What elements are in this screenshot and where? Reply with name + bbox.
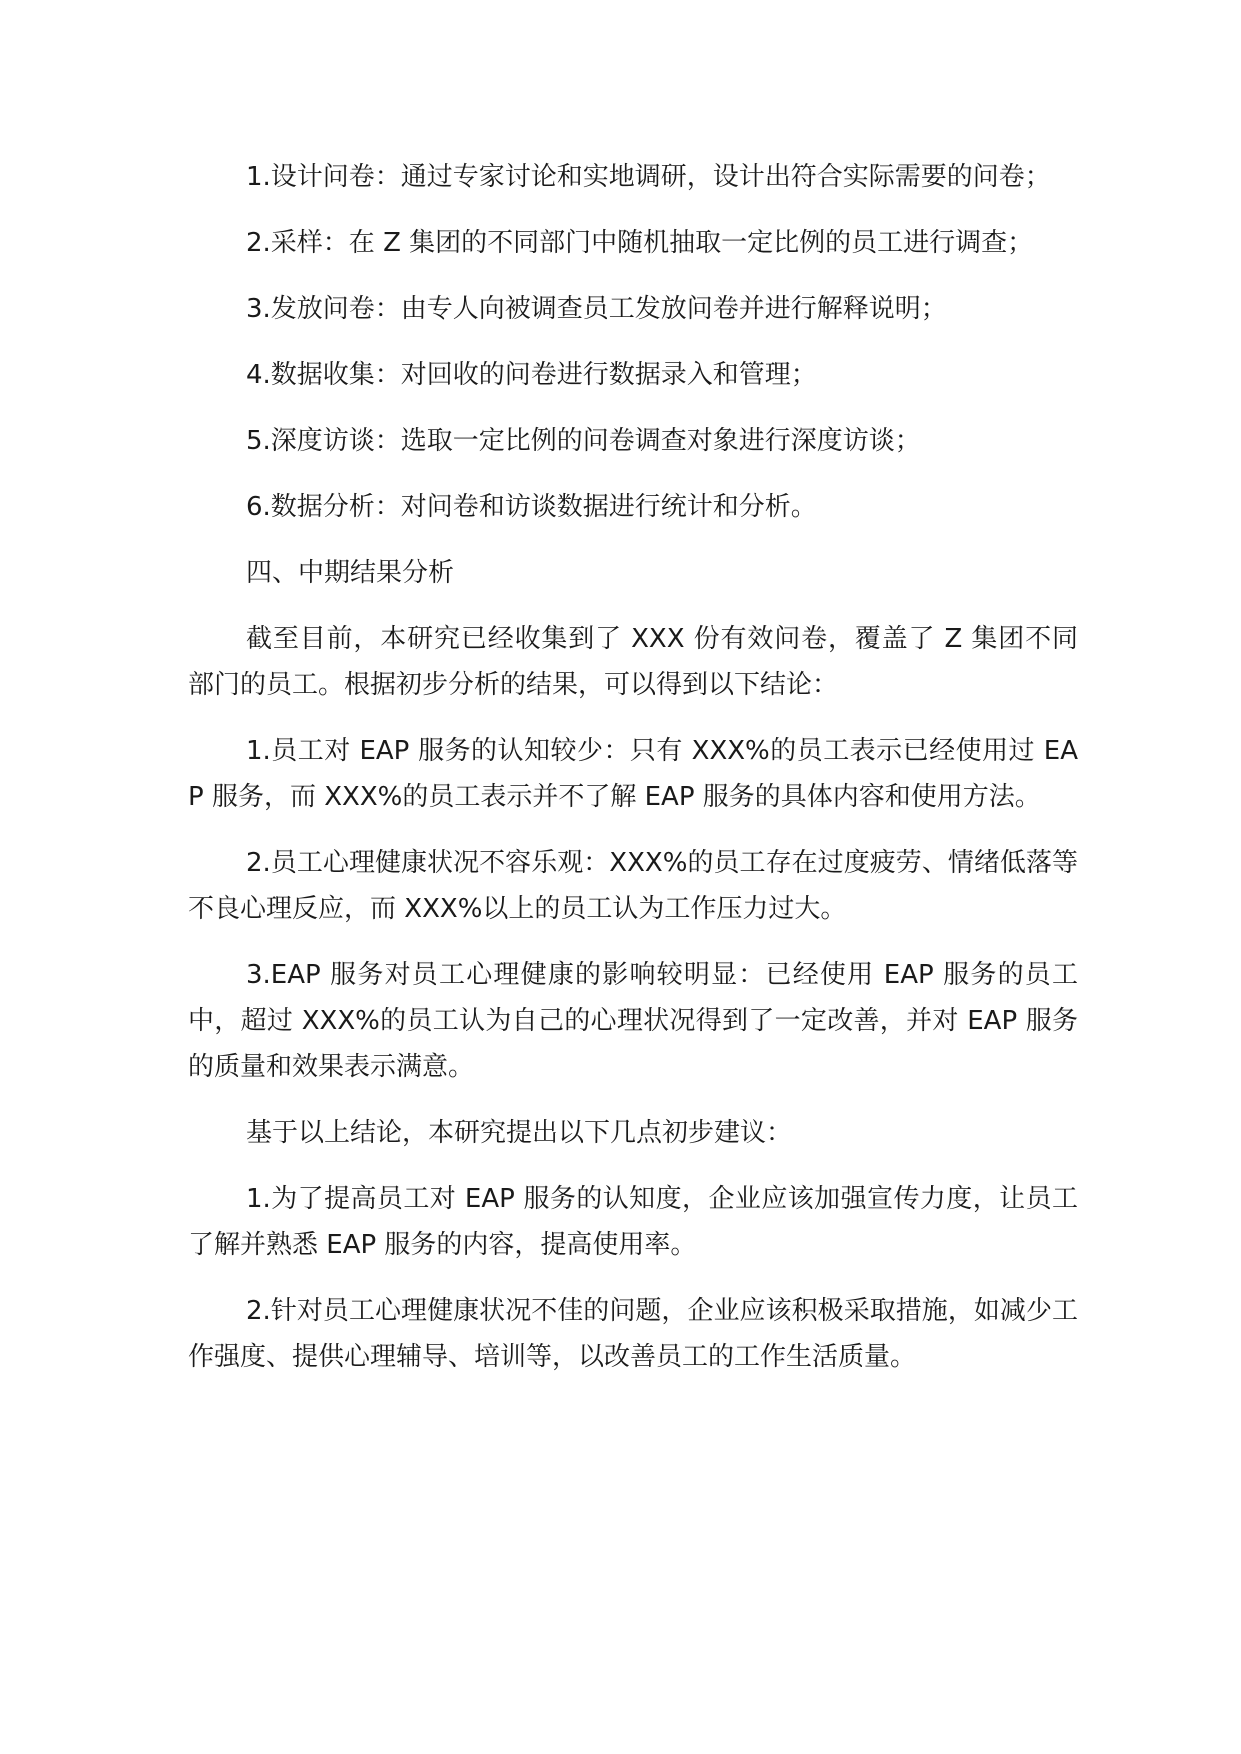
step-design-questionnaire: 1.设计问卷：通过专家讨论和实地调研，设计出符合实际需要的问卷；: [246, 162, 1051, 192]
finding-3: 3.EAP 服务对员工心理健康的影响较明显：已经使用 EAP 服务的员工中，超过 XXX%的员工认为自己的心理状况得到了一定改善，并对 EAP 服务的质量和效果表示满意。: [188, 960, 1078, 1082]
progress-summary: 截至目前，本研究已经收集到了 XXX 份有效问卷，覆盖了 Z 集团不同部门的员工。根据初步分析的结果，可以得到以下结论：: [188, 624, 1078, 700]
suggestion-1: 1.为了提高员工对 EAP 服务的认知度，企业应该加强宣传力度，让员工了解并熟悉 EAP 服务的内容，提高使用率。: [188, 1184, 1078, 1260]
document-body: [188, 154, 1078, 1400]
step-data-collection: 4.数据收集：对回收的问卷进行数据录入和管理；: [246, 360, 817, 390]
step-data-analysis: 6.数据分析：对问卷和访谈数据进行统计和分析。: [246, 492, 817, 522]
section-heading: 四、中期结果分析: [246, 558, 455, 588]
step-distribute-questionnaire: 3.发放问卷：由专人向被调查员工发放问卷并进行解释说明；: [246, 294, 947, 324]
suggestion-2: 2.针对员工心理健康状况不佳的问题，企业应该积极采取措施，如减少工作强度、提供心理辅导、培训等，以改善员工的工作生活质量。: [188, 1296, 1078, 1372]
step-in-depth-interview: 5.深度访谈：选取一定比例的问卷调查对象进行深度访谈；: [246, 426, 921, 456]
step-sampling: 2.采样：在 Z 集团的不同部门中随机抽取一定比例的员工进行调查；: [246, 228, 1034, 258]
finding-1: 1.员工对 EAP 服务的认知较少：只有 XXX%的员工表示已经使用过 EAP 服务，而 XXX%的员工表示并不了解 EAP 服务的具体内容和使用方法。: [188, 736, 1078, 812]
suggestions-intro: 基于以上结论，本研究提出以下几点初步建议：: [246, 1118, 793, 1148]
finding-2: 2.员工心理健康状况不容乐观：XXX%的员工存在过度疲劳、情绪低落等不良心理反应，而 XXX%以上的员工认为工作压力过大。: [188, 848, 1078, 924]
